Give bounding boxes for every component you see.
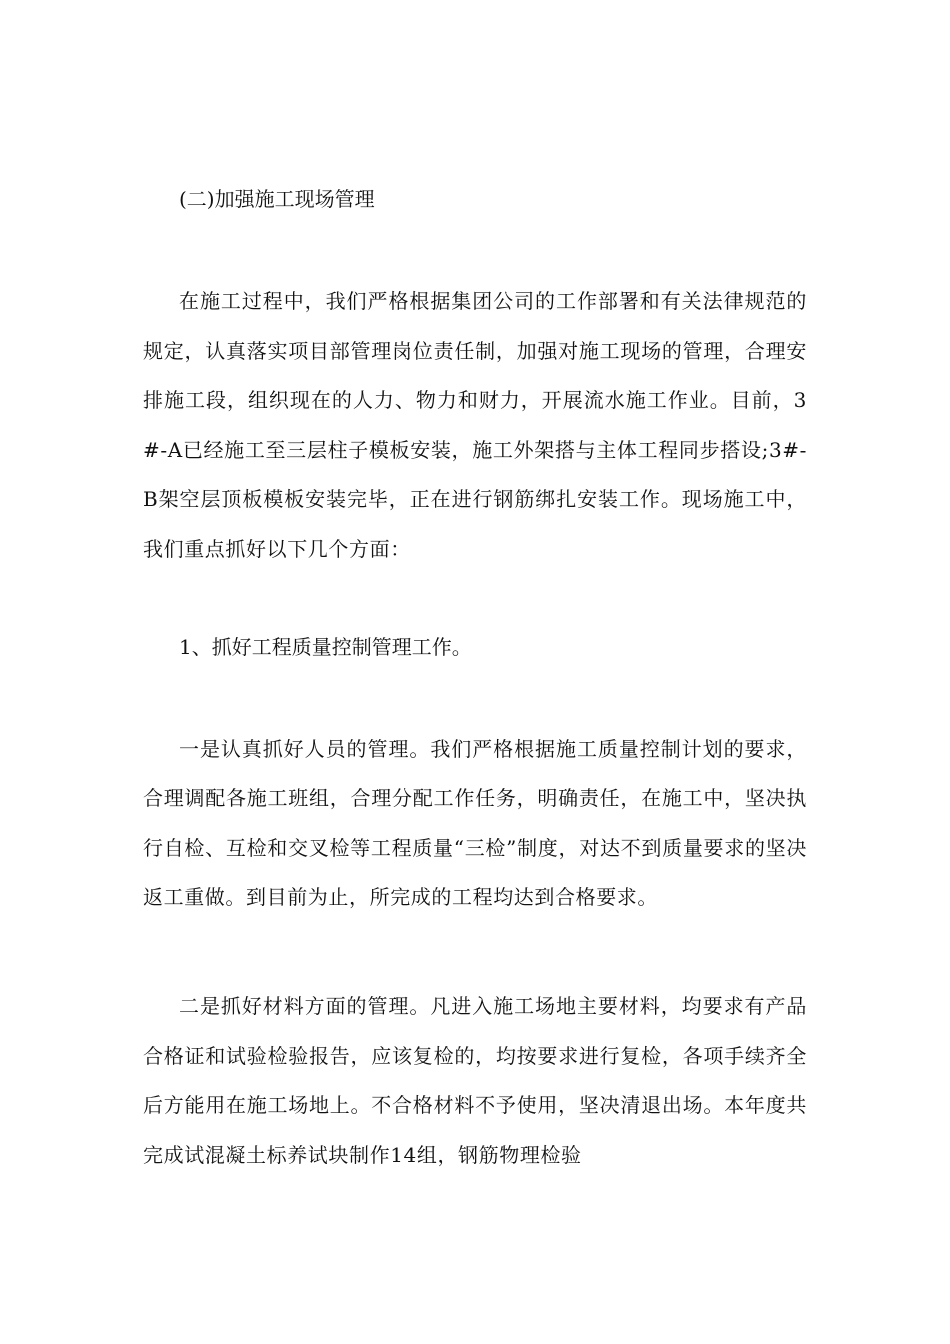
subheading-quality-control: 1、抓好工程质量控制管理工作。 xyxy=(179,634,472,659)
section-heading: (二)加强施工现场管理 xyxy=(179,187,375,211)
paragraph-construction-process: 在施工过程中，我们严格根据集团公司的工作部署和有关法律规范的规定，认真落实项目部管理岗位责任制，加强对施工现场的管理，合理安排施工段，组织现在的人力、物力和财力，开展流水施工作业。目前，3#-A已经施工至三层柱子模板安装，施工外架搭与主体工程同步搭设;3#-B架空层顶板模板安装完毕，正在进行钢筋绑扎安装工作。现场施工中，我们重点抓好以下几个方面： xyxy=(143,289,807,561)
paragraph-personnel-management: 一是认真抓好人员的管理。我们严格根据施工质量控制计划的要求，合理调配各施工班组，合理分配工作任务，明确责任，在施工中，坚决执行自检、互检和交叉检等工程质量“三检”制度，对达不到质量要求的坚决返工重做。到目前为止，所完成的工程均达到合格要求。 xyxy=(143,736,807,910)
document-body xyxy=(143,178,807,1180)
paragraph-material-management: 二是抓好材料方面的管理。凡进入施工场地主要材料，均要求有产品合格证和试验检验报告，应该复检的，均按要求进行复检，各项手续齐全后方能用在施工场地上。不合格材料不予使用，坚决清退出场。本年度共完成试混凝土标养试块制作14组，钢筋物理检验 xyxy=(143,993,807,1167)
